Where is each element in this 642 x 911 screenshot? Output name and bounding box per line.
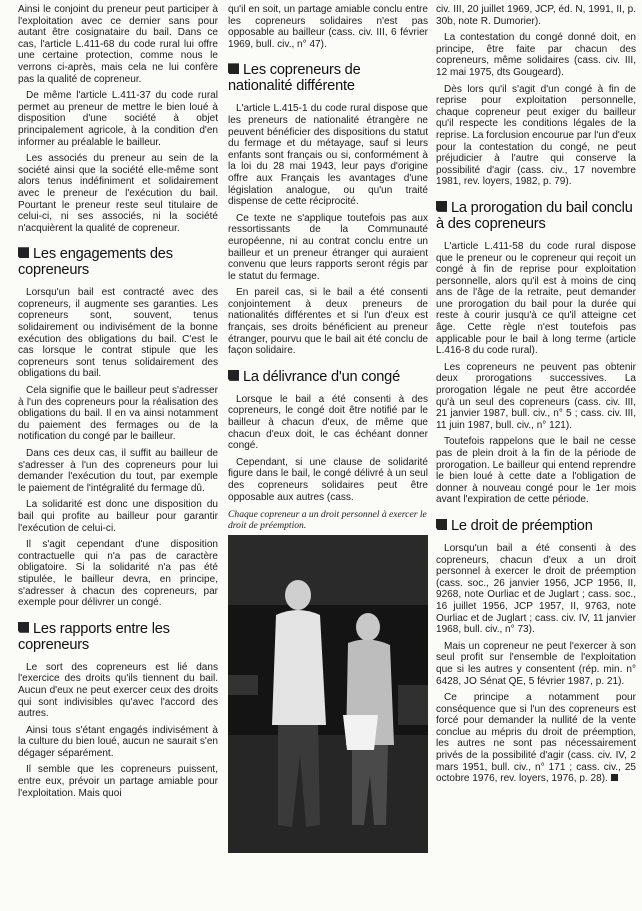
paragraph: Lorsqu'un bail a été consenti à des copreneurs, chacun d'eux a un droit personnel à exercer le droit de préemption (cass. soc., 26 janvier 1956, JCP 1956, II, 9268, note Ourliac et de Juglart ; cass. soc., 16 juillet 1956, JCP 1957, II, 9763, note Ourliac et de Juglart ; cass. civ. IV, 11 janvier 1968, bull. civ., n° 73). xyxy=(436,542,636,636)
heading-preemption: Le droit de préemption xyxy=(436,518,636,534)
paragraph: Ce texte ne s'applique toutefois pas aux ressortissants de la Communauté européenne, ni au contrat conclu entre un bailleur et un preneur étranger qui auraient convenu que leurs rapports seront régis par le statut du fermage. xyxy=(228,212,428,282)
figure-caption: Chaque copreneur a un droit personnel à exercer le droit de préemption. xyxy=(228,509,427,532)
paragraph: Lorsqu'un bail est contracté avec des copreneurs, il augmente ses garanties. Les copreneurs sont, souvent, tenus solidairement ou indivisément de la bonne exécution des obligations du bail. C'est le cas lorsque le contrat stipule que les copreneurs sont tenus solidairement des obligations du bail. xyxy=(18,287,218,380)
paragraph: L'article L.411-58 du code rural dispose que le preneur ou le copreneur qui reçoit un congé à fin de reprise pour exploitation personnelle, alors qu'il est à moins de cinq ans de l'âge de la retraite, peut demander une prorogation du bail pour la durée qui reste à courir jusqu'à ce qu'il atteigne cet âge. Cette règle n'est toutefois pas applicable pour le bail à long terme (article L.416-8 du code rural). xyxy=(436,240,636,357)
paragraph: Toutefois rappelons que le bail ne cesse pas de plein droit à la fin de la période de prorogation. Le bailleur qui entend reprendre le bien loué à cette date a l'obligation de donner à nouveau congé pour le 1er mois avant l'expiration de cette période. xyxy=(436,436,636,506)
paragraph: L'article L.415-1 du code rural dispose que les preneurs de nationalité étrangère ne peuvent bénéficier des dispositions du statut du fermage et du métayage, sauf si leurs enfants sont français ou si, conformément à la loi du 28 mai 1943, leur pays d'origine offre aux Français les avantages d'une législation analogue, ou qu'un traité dispense de cette réciprocité. xyxy=(228,103,428,208)
paragraph: qu'il en soit, un partage amiable conclu entre les copreneurs solidaires n'est pas opposable au bailleur (cass. civ. III, 6 février 1969, bull. civ., n° 47). xyxy=(228,4,428,50)
paragraph: Les copreneurs ne peuvent pas obtenir deux prorogations successives. La prorogation légale ne peut être accordée qu'à un seul des copreneurs (cass. civ. III, 21 janvier 1987, bull. civ., n° 5 ; cass. civ. III, 11 juin 1987, bull. civ., n° 121). xyxy=(436,361,636,431)
photo-farmers xyxy=(228,535,428,853)
paragraph: Cela signifie que le bailleur peut s'adresser à l'un des copreneurs pour la réalisation des obligations du bail. Il en va ainsi notamment du paiement des fermages ou de la notification du congé par le bailleur. xyxy=(18,385,218,443)
paragraph: La contestation du congé donné doit, en principe, être faite par chacun des copreneurs, même solidaires (cass. civ. III, 12 mai 1975, dts Gougeard). xyxy=(436,32,636,78)
paragraph: Il semble que les copreneurs puissent, entre eux, prévoir un partage amiable pour l'exploitation. Mais quoi xyxy=(18,764,218,799)
paragraph: En pareil cas, si le bail a été consenti conjointement à deux preneurs de nationalités différentes et si l'un d'eux est français, ses droits bénéficient au preneur étranger, pourvu que le bail ait été conclu de façon solidaire. xyxy=(228,287,428,357)
heading-rapports: Les rapports entre les copreneurs xyxy=(18,620,170,653)
heading-prorogation: La prorogation du bail conclu à des copreneurs xyxy=(436,199,633,232)
paragraph: Le sort des copreneurs est lié dans l'exercice des droits qu'ils tiennent du bail. Aucun d'eux ne peut exercer ceux des droits qui sont indivisibles qu'avec l'accord des autres. xyxy=(18,661,218,720)
heading-conge: La délivrance d'un congé xyxy=(228,369,428,385)
paragraph: Ainsi tous s'étant engagés indivisément à la culture du bien loué, aucun ne saurait s'en dégager séparément. xyxy=(18,724,218,759)
figure xyxy=(228,509,428,853)
paragraph: Ainsi le conjoint du preneur peut participer à l'exploitation avec ce dernier sans pour autant être cosignataire du bail. Dans ce cas, l'article L.411-68 du code rural lui offre une certaine protection, comme nous le verrons ci-après, mais cela ne lui confère pas la qualité de copreneur. xyxy=(18,4,218,85)
heading-engagements: Les engagements des copreneurs xyxy=(18,246,173,279)
paragraph: De même l'article L.411-37 du code rural permet au preneur de mettre le bien loué à disposition d'une société à objet principalement agricole, à la condition d'en informer au préalable le bailleur. xyxy=(18,90,218,148)
square-bullet-icon xyxy=(436,519,447,530)
column-3 xyxy=(436,4,636,908)
square-bullet-icon xyxy=(436,201,447,212)
heading-nationalite: Les copreneurs de nationalité différente xyxy=(228,62,361,95)
square-bullet-icon xyxy=(18,622,29,633)
paragraph: Mais un copreneur ne peut l'exercer à son seul profit sur l'ensemble de l'exploitation que si les autres y consentent (rép. min. n° 6428, JO Sénat QE, 5 février 1987, p. 21). xyxy=(436,640,636,687)
farmers-photo-image xyxy=(228,535,428,853)
paragraph: La solidarité est donc une disposition du bail qui profite au bailleur pour garantir l'exécution de celui-ci. xyxy=(18,499,218,534)
square-bullet-icon xyxy=(228,370,239,381)
paragraph: Les associés du preneur au sein de la société ainsi que la société elle-même sont alors tenus indéfiniment et solidairement avec le preneur de l'exécution du bail. Pourtant le preneur reste seul titulaire de celui-ci, ni ses associés, ni la société n'acquièrent la qualité de copreneur. xyxy=(18,153,218,234)
paragraph: Dès lors qu'il s'agit d'un congé à fin de reprise pour exploitation personnelle, chaque copreneur peut exiger du bailleur qu'il respecte les conditions légales de la reprise. La forclusion encourue par l'un d'eux pour la contestation du congé, ne peut préjudicier à l'autre qui conserve la possibilité d'agir (cass. civ., 17 novembre 1981, rev. loyers, 1982, p. 79). xyxy=(436,83,636,188)
square-bullet-icon xyxy=(228,63,239,74)
paragraph: civ. III, 20 juillet 1969, JCP, éd. N, 1991, II, p. 30b, note R. Dumorier). xyxy=(436,4,636,27)
paragraph: Dans ces deux cas, il suffit au bailleur de s'adresser à l'un des copreneurs pour lui demander l'exécution du tout, par exemple le paiement de l'intégralité du fermage dû. xyxy=(18,448,218,494)
column-2 xyxy=(228,4,428,908)
paragraph: Cependant, si une clause de solidarité figure dans le bail, le congé délivré à un seul des copreneurs solidaires peut être opposable aux autres (cass. xyxy=(228,456,428,503)
paragraph: Il s'agit cependant d'une disposition contractuelle qui n'a pas de caractère obligatoire. Si la solidarité n'a pas été stipulée, le bailleur devra, en principe, s'adresser à chacun des copreneurs, par exemple pour délivrer un congé. xyxy=(18,539,218,609)
paragraph: Lorsque le bail a été consenti à des copreneurs, le congé doit être notifié par le bailleur à chacun d'eux, de même que chacun d'eux doit, le cas échéant donner congé. xyxy=(228,393,428,452)
square-bullet-icon xyxy=(18,247,29,258)
end-of-article-icon xyxy=(611,774,618,781)
column-1 xyxy=(18,4,218,908)
paragraph: Ce principe a notamment pour conséquence que si l'un des copreneurs est forcé pour demander la nullité de la vente conclue au mépris du droit de préemption, les autres ne sont pas nécessairement privés de la possibilité d'agir (cass. civ. IV, 2 mars 1951, bull. civ., n° 171 ; cass. civ., 25 octobre 1976, rev. loyers, 1976, p. 28). xyxy=(436,692,636,785)
